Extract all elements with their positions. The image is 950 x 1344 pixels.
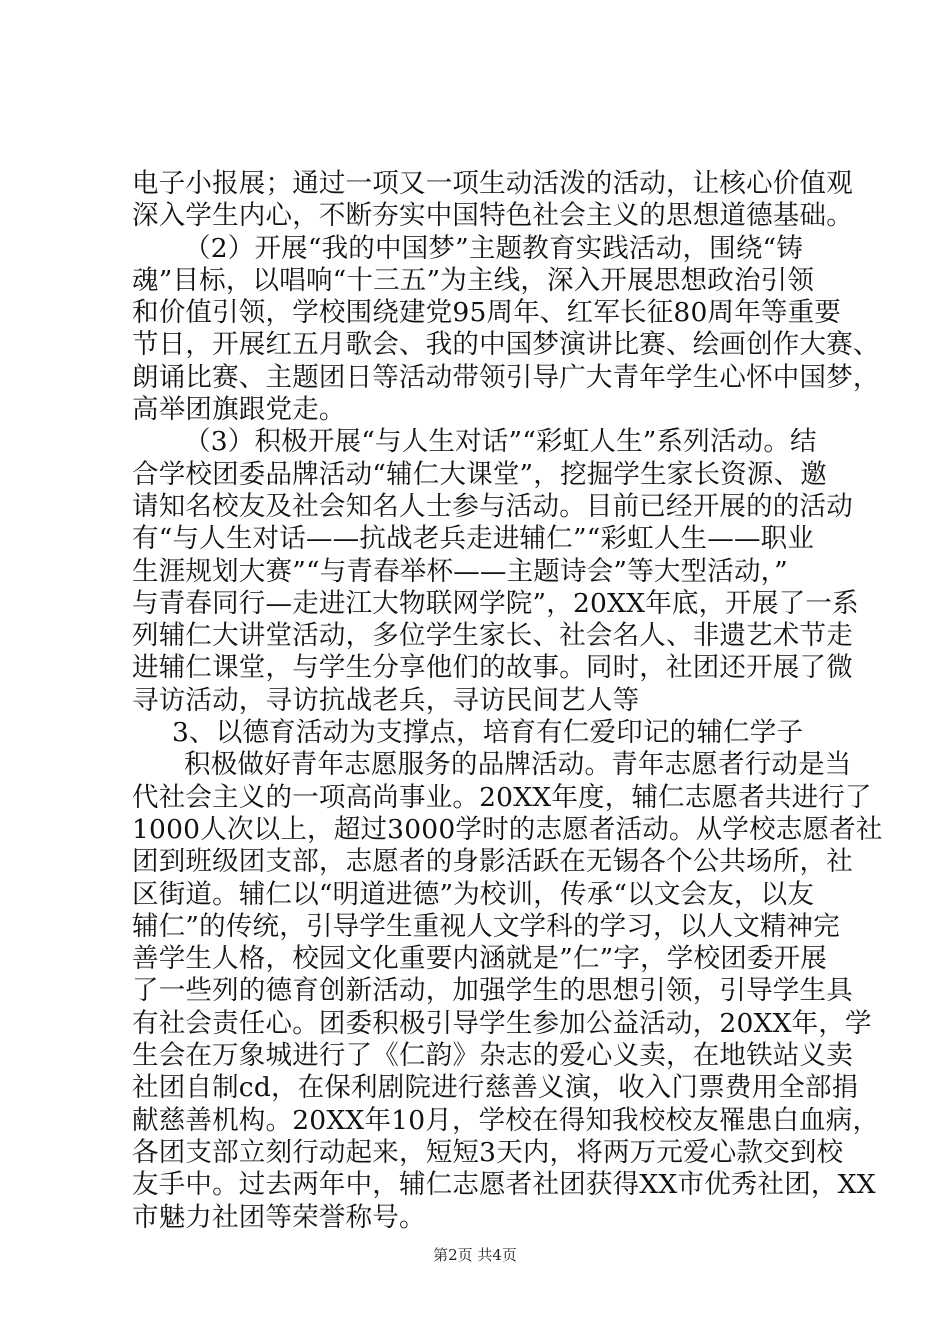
section-heading: 3、以德育活动为支撑点，培育有仁爱印记的辅仁学子 — [172, 717, 804, 749]
text-line: 节日，开展红五月歌会、我的中国梦演讲比赛、绘画创作大赛、 — [132, 329, 880, 361]
text-line: 友手中。过去两年中，辅仁志愿者社团获得XX市优秀社团，XX — [132, 1169, 876, 1201]
text-line: 朗诵比赛、主题团日等活动带领引导广大青年学生心怀中国梦， — [132, 361, 880, 393]
text-line: 请知名校友及社会知名人士参与活动。目前已经开展的的活动 — [132, 490, 853, 522]
text-line: 积极做好青年志愿服务的品牌活动。青年志愿者行动是当 — [184, 749, 852, 781]
text-line: 高举团旗跟党走。 — [132, 394, 346, 426]
text-line: 生涯规划大赛”“与青春举杯——主题诗会”等大型活动，” — [132, 555, 788, 587]
page-footer: 第2页 共4页 — [433, 1246, 517, 1264]
text-line: 寻访活动，寻访抗战老兵，寻访民间艺人等 — [132, 684, 640, 716]
text-line: 团到班级团支部，志愿者的身影活跃在无锡各个公共场所，社 — [132, 846, 853, 878]
text-line: 合学校团委品牌活动“辅仁大课堂”，挖掘学生家长资源、邀 — [132, 458, 827, 490]
text-line: 了一些列的德育创新活动，加强学生的思想引领，引导学生具 — [132, 975, 853, 1007]
body-text — [132, 168, 883, 1234]
text-line: （2）开展“我的中国梦”主题教育实践活动，围绕“铸 — [184, 232, 804, 264]
text-line: 代社会主义的一项高尚事业。20XX年度，辅仁志愿者共进行了 — [132, 781, 872, 813]
text-line: 有“与人生对话——抗战老兵走进辅仁”“彩虹人生——职业 — [132, 523, 815, 555]
text-line: 市魅力社团等荣誉称号。 — [132, 1201, 426, 1233]
text-line: 区街道。辅仁以“明道进德”为校训，传承“以文会友，以友 — [132, 878, 815, 910]
text-line: 列辅仁大讲堂活动，多位学生家长、社会名人、非遗艺术节走 — [132, 620, 853, 652]
text-line: 生会在万象城进行了《仁韵》杂志的爱心义卖，在地铁站义卖 — [132, 1040, 853, 1072]
text-line: 和价值引领，学校围绕建党95周年、红军长征80周年等重要 — [132, 297, 842, 329]
text-line: 善学生人格，校园文化重要内涵就是”仁”字，学校团委开展 — [132, 943, 827, 975]
text-line: 电子小报展；通过一项又一项生动活泼的活动，让核心价值观 — [132, 168, 853, 199]
text-line: 社团自制cd，在保利剧院进行慈善义演，收入门票费用全部捐 — [132, 1072, 859, 1104]
text-line: 辅仁”的传统，引导学生重视人文学科的学习，以人文精神完 — [132, 910, 840, 942]
text-line: （3）积极开展“与人生对话”“彩虹人生”系列活动。结 — [184, 426, 817, 458]
text-line: 进辅仁课堂，与学生分享他们的故事。同时，社团还开展了微 — [132, 652, 853, 684]
text-line: 1000人次以上，超过3000学时的志愿者活动。从学校志愿者社 — [132, 813, 883, 845]
text-line: 深入学生内心，不断夯实中国特色社会主义的思想道德基础。 — [132, 200, 853, 232]
text-line: 魂”目标，以唱响“十三五”为主线，深入开展思想政治引领 — [132, 264, 815, 296]
text-line: 与青春同行—走进江大物联网学院”，20XX年底，开展了一系 — [132, 587, 859, 619]
text-line: 献慈善机构。20XX年10月，学校在得知我校校友罹患白血病， — [132, 1104, 880, 1136]
text-line: 有社会责任心。团委积极引导学生参加公益活动，20XX年，学 — [132, 1007, 872, 1039]
text-line: 各团支部立刻行动起来，短短3天内，将两万元爱心款交到校 — [132, 1136, 844, 1168]
